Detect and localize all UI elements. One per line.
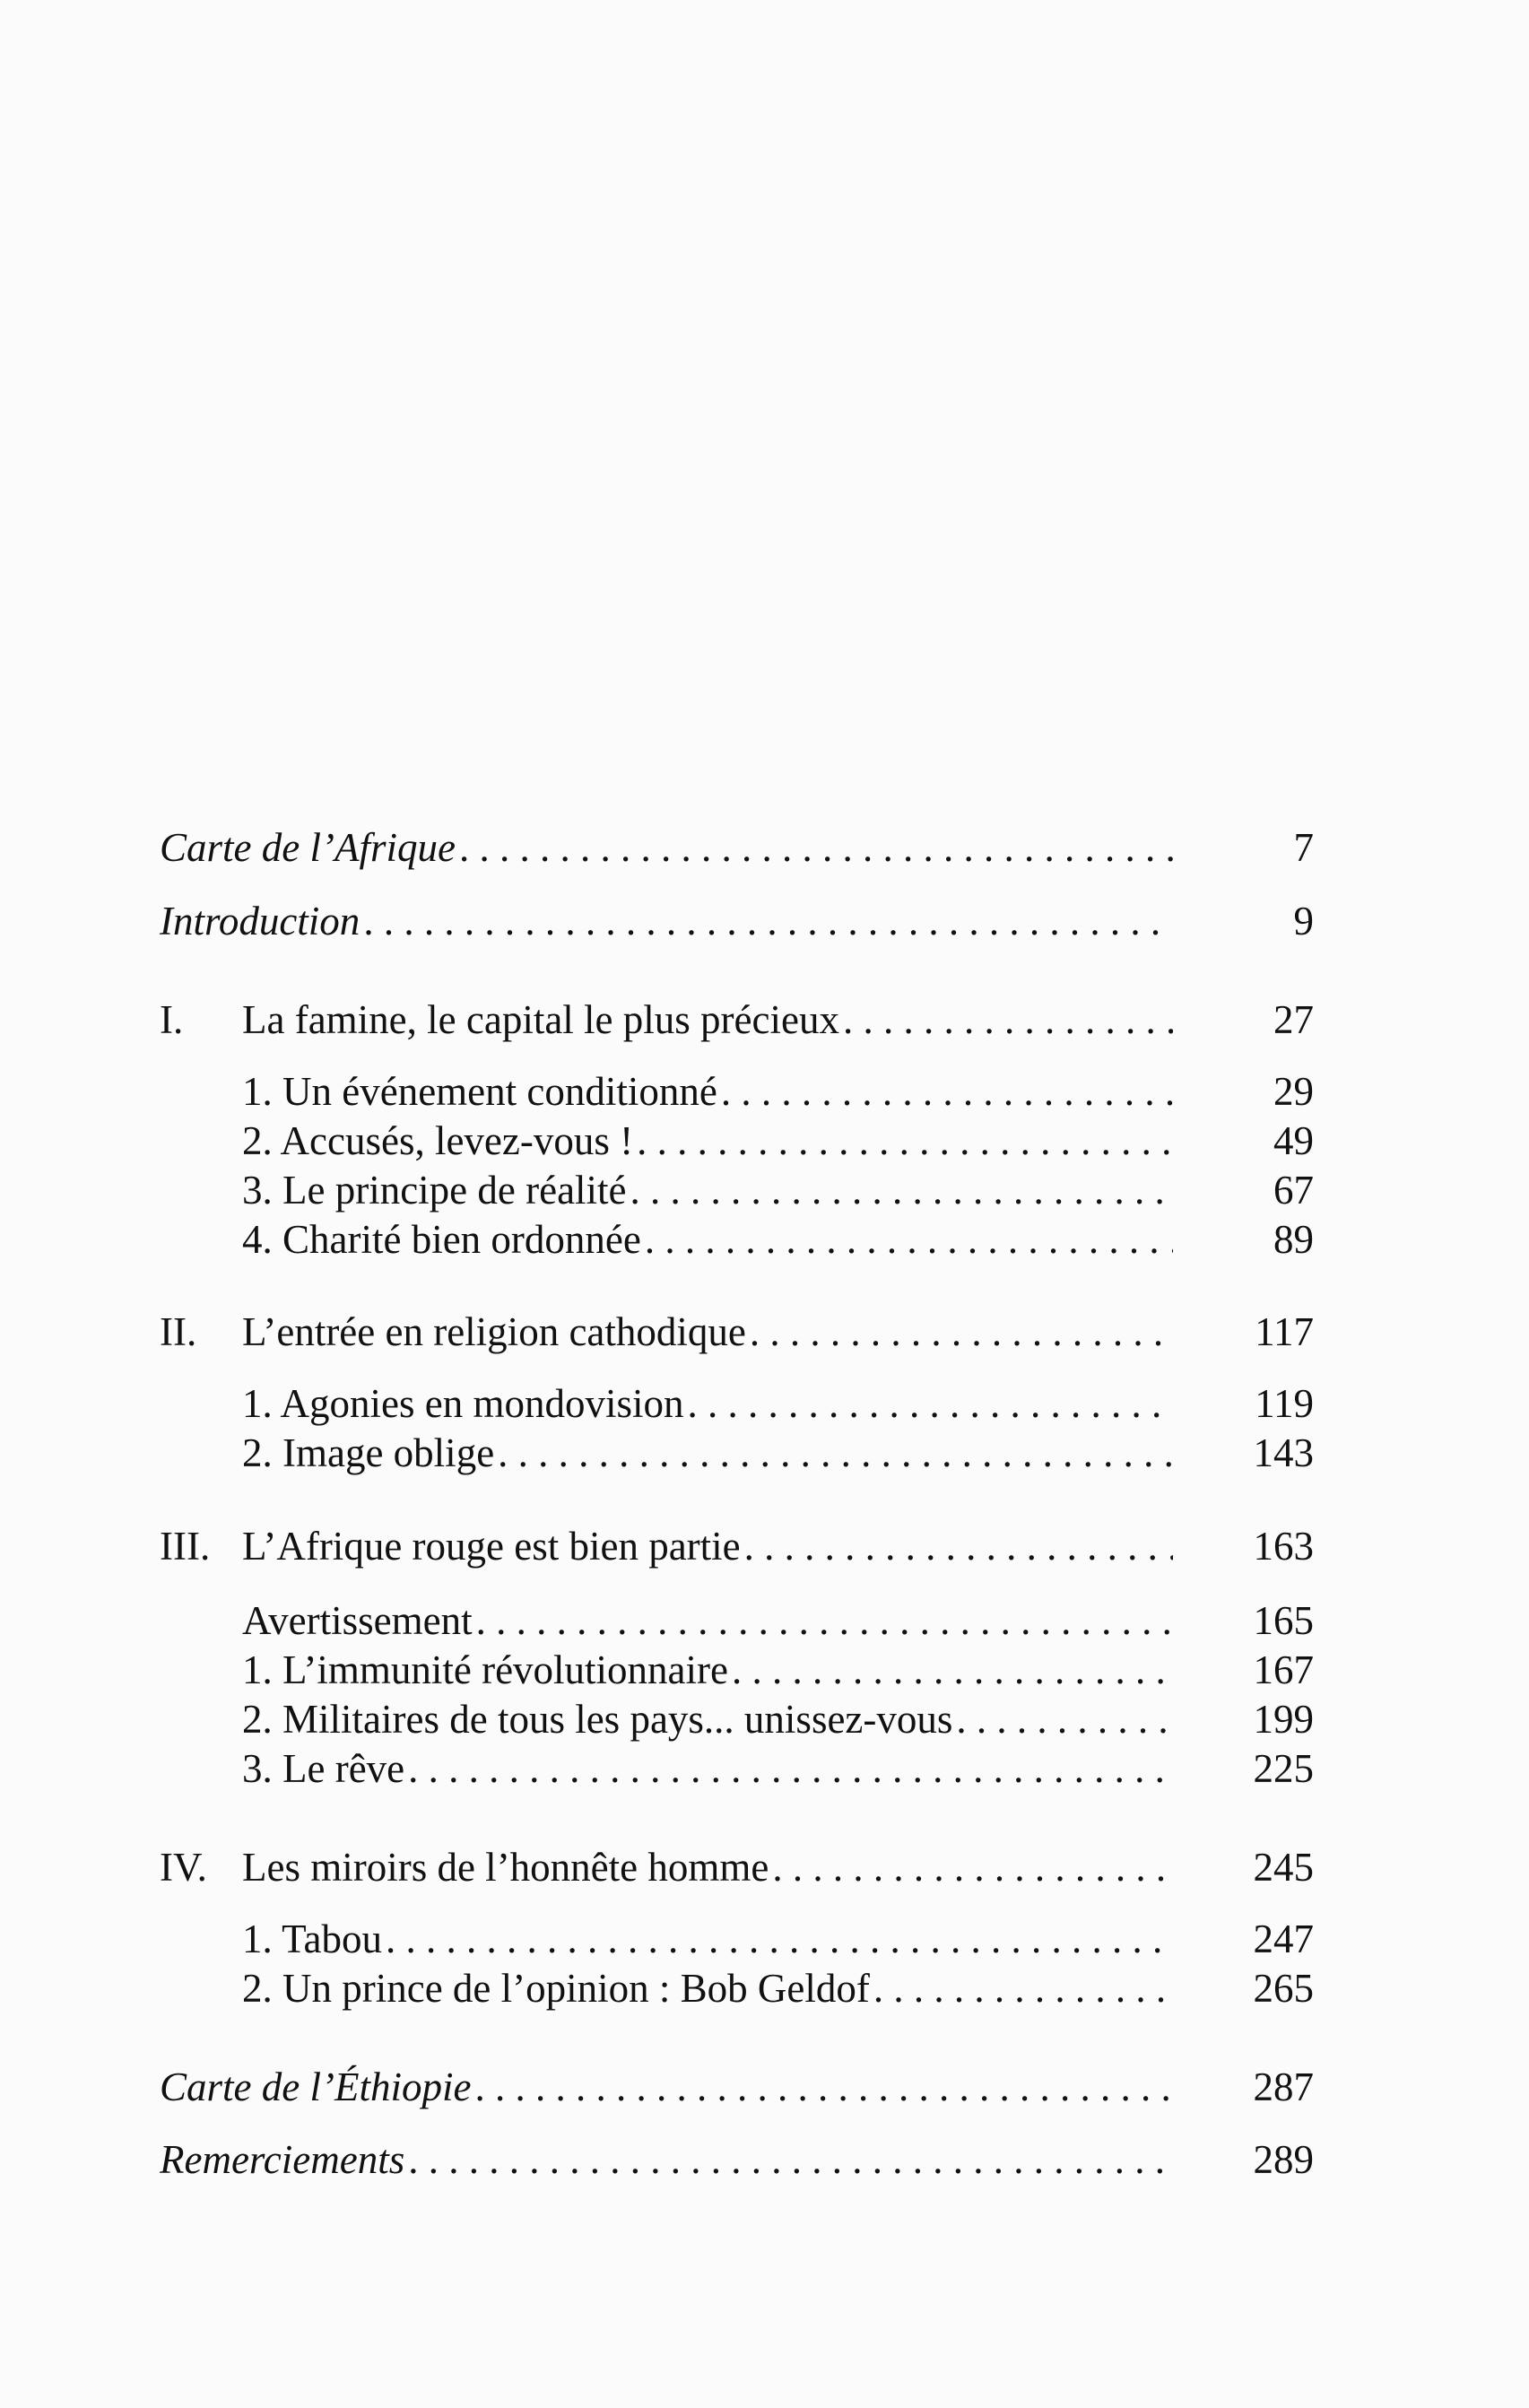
- entry-title: L’Afrique rouge est bien partie: [242, 1524, 741, 1569]
- page-number: 163: [1253, 1524, 1314, 1569]
- toc-chapter[interactable]: [0, 1211, 1529, 1268]
- dot-leader: [741, 1517, 1173, 1575]
- dot-leader: [456, 819, 1173, 876]
- entry-title: 2. Militaires de tous les pays... unissez-vous: [242, 1697, 953, 1742]
- page-number: 89: [1273, 1217, 1314, 1262]
- page-number: 9: [1293, 899, 1314, 943]
- page-number: 225: [1253, 1746, 1314, 1791]
- entry-title: Introduction: [160, 899, 361, 943]
- entry-title: 1. Agonies en mondovision: [242, 1381, 684, 1426]
- toc-chapter[interactable]: [0, 1740, 1529, 1797]
- entry-title: 2. Image oblige: [242, 1430, 495, 1475]
- dot-leader: [746, 1303, 1173, 1360]
- part-numeral: III.: [160, 1524, 211, 1569]
- toc-entry-carte-ethiopie[interactable]: [0, 2058, 1529, 2116]
- dot-leader: [471, 2058, 1173, 2116]
- entry-title: 3. Le rêve: [242, 1746, 405, 1791]
- page-number: 29: [1273, 1069, 1314, 1114]
- page-number: 165: [1253, 1598, 1314, 1643]
- entry-title: 1. Un événement conditionné: [242, 1069, 717, 1114]
- part-numeral: II.: [160, 1309, 197, 1354]
- dot-leader: [494, 1424, 1173, 1482]
- page-number: 7: [1293, 825, 1314, 870]
- entry-title: 2. Accusés, levez-vous !: [242, 1118, 634, 1163]
- entry-title: Remerciements: [160, 2137, 405, 2182]
- page-number: 287: [1253, 2065, 1314, 2109]
- dot-leader: [839, 991, 1173, 1048]
- entry-title: L’entrée en religion cathodique: [242, 1309, 746, 1354]
- entry-title: 3. Le principe de réalité: [242, 1168, 627, 1213]
- page-number: 265: [1253, 1966, 1314, 2011]
- dot-leader: [769, 1839, 1173, 1896]
- toc-entry-carte-afrique[interactable]: [0, 819, 1529, 876]
- page-number: 67: [1273, 1168, 1314, 1213]
- page-number: 49: [1273, 1118, 1314, 1163]
- dot-leader: [870, 1960, 1173, 2017]
- page-number: 143: [1253, 1430, 1314, 1475]
- toc-entry-remerciements[interactable]: [0, 2131, 1529, 2188]
- entry-title: 4. Charité bien ordonnée: [242, 1217, 641, 1262]
- toc-part-1[interactable]: [0, 991, 1529, 1048]
- page-number: 117: [1255, 1309, 1314, 1354]
- part-numeral: IV.: [160, 1845, 207, 1890]
- page-number: 199: [1253, 1697, 1314, 1742]
- entry-title: Avertissement: [242, 1598, 473, 1643]
- toc-entry-introduction[interactable]: [0, 892, 1529, 950]
- page-number: 245: [1253, 1845, 1314, 1890]
- toc-chapter[interactable]: [0, 1960, 1529, 2017]
- toc-part-2[interactable]: [0, 1303, 1529, 1360]
- entry-title: 1. L’immunité révolutionnaire: [242, 1647, 728, 1692]
- page-number: 167: [1253, 1647, 1314, 1692]
- dot-leader: [641, 1211, 1173, 1268]
- dot-leader: [404, 2131, 1173, 2188]
- dot-leader: [360, 892, 1173, 950]
- dot-leader: [404, 1740, 1173, 1797]
- entry-title: Les miroirs de l’honnête homme: [242, 1845, 769, 1890]
- toc-chapter[interactable]: [0, 1424, 1529, 1482]
- page-number: 27: [1273, 997, 1314, 1042]
- page-number: 289: [1253, 2137, 1314, 2182]
- page-number: 247: [1253, 1917, 1314, 1961]
- toc-part-3[interactable]: [0, 1517, 1529, 1575]
- toc-part-4[interactable]: [0, 1839, 1529, 1896]
- part-numeral: I.: [160, 997, 184, 1042]
- entry-title: 2. Un prince de l’opinion : Bob Geldof: [242, 1966, 870, 2011]
- entry-title: 1. Tabou: [242, 1917, 383, 1961]
- entry-title: Carte de l’Afrique: [160, 825, 456, 870]
- entry-title: Carte de l’Éthiopie: [160, 2065, 472, 2109]
- entry-title: La famine, le capital le plus précieux: [242, 997, 839, 1042]
- page-number: 119: [1255, 1381, 1314, 1426]
